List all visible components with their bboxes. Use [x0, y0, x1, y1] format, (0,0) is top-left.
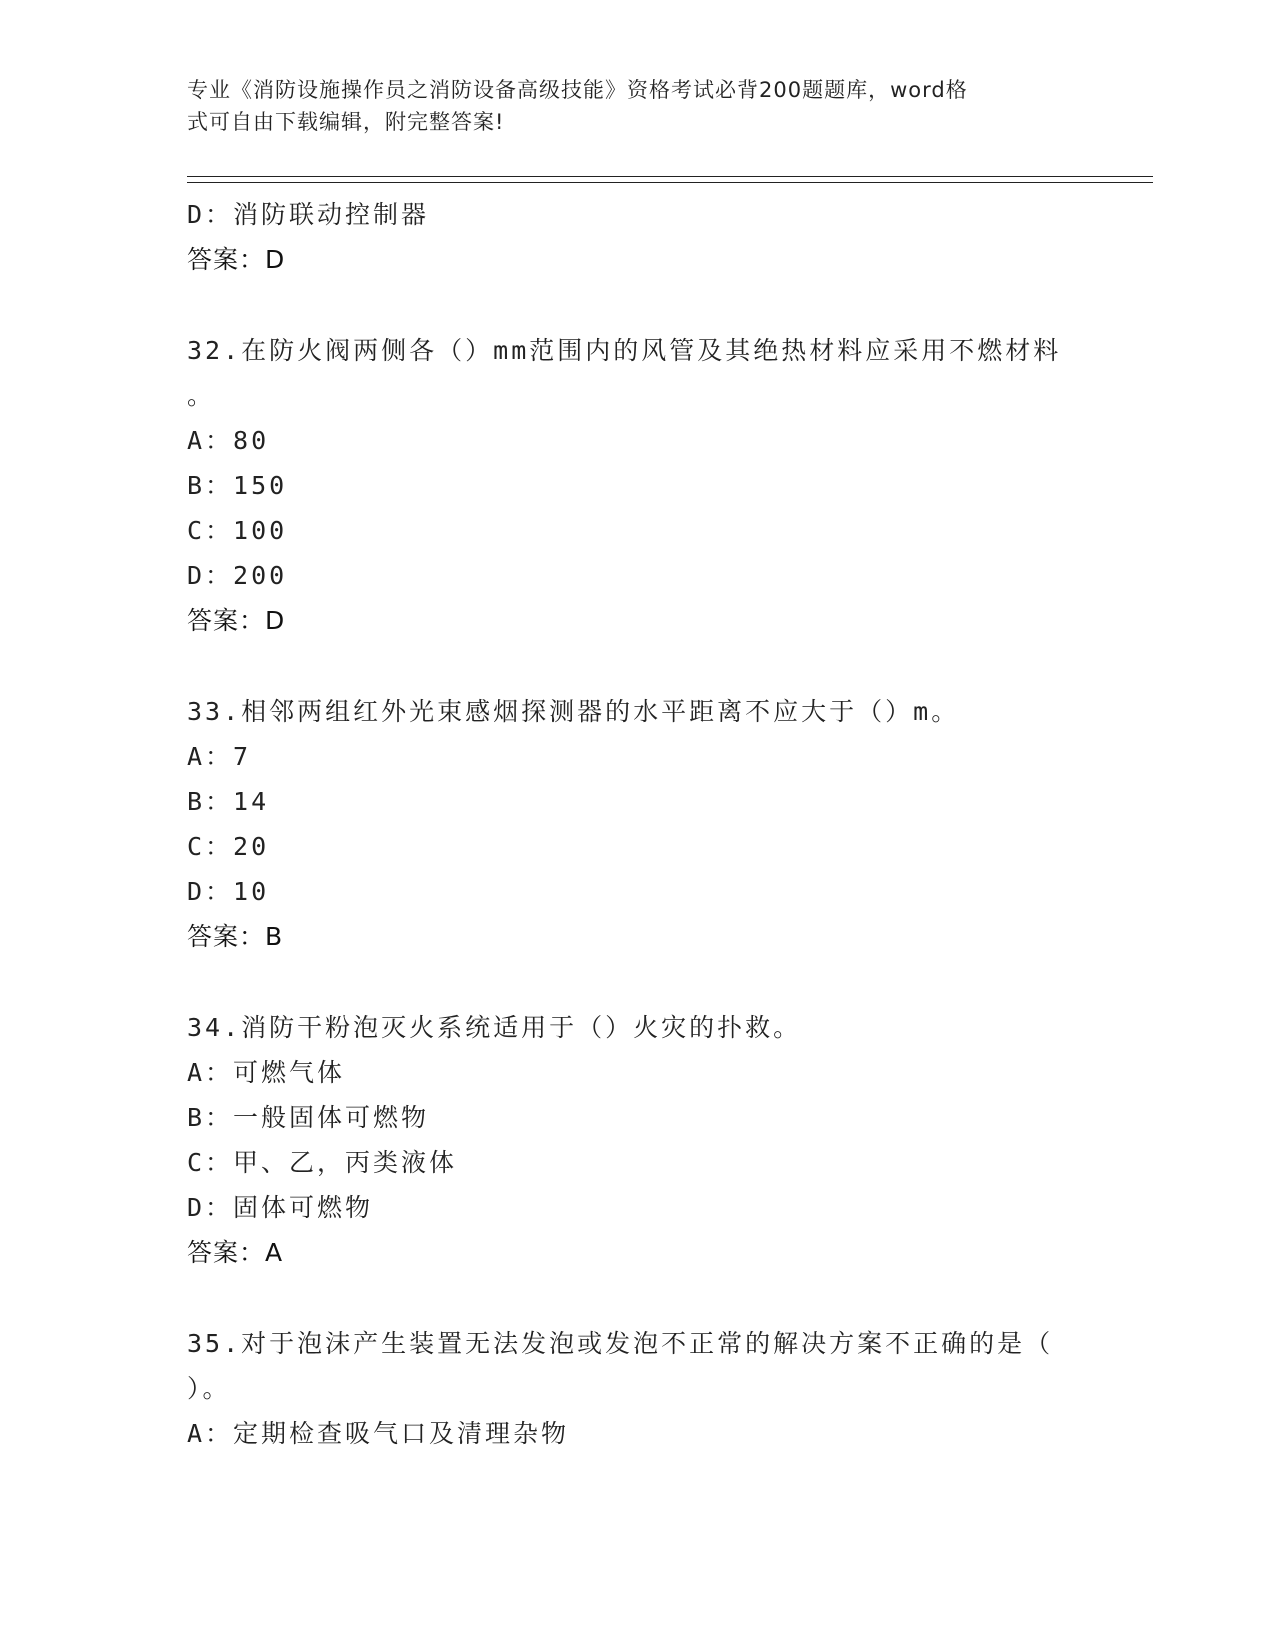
question-list — [187, 192, 1087, 1456]
question-text: 33.相邻两组红外光束感烟探测器的水平距离不应大于（）m。 — [187, 697, 960, 726]
option-a: A：可燃气体 — [187, 1058, 346, 1087]
document-header — [187, 74, 1067, 138]
option-a: A：7 — [187, 742, 252, 771]
option-c: C：100 — [187, 516, 288, 545]
option-a: A：定期检查吸气口及清理杂物 — [187, 1419, 570, 1448]
question-32 — [187, 328, 1087, 643]
answer: 答案：D — [187, 606, 286, 635]
option-b: B：一般固体可燃物 — [187, 1103, 430, 1132]
question-33 — [187, 689, 1087, 959]
option-a: A：80 — [187, 426, 270, 455]
prev-answer: 答案：D — [187, 245, 286, 274]
header-line-2: 式可自由下载编辑，附完整答案! — [187, 110, 505, 134]
header-rule-bottom — [187, 182, 1153, 183]
answer: 答案：A — [187, 1238, 284, 1267]
header-line-1: 专业《消防设施操作员之消防设备高级技能》资格考试必背200题题库，word格 — [187, 78, 968, 102]
question-text: 32.在防火阀两侧各（）mm范围内的风管及其绝热材料应采用不燃材料 — [187, 336, 1062, 365]
option-c: C：甲、乙，丙类液体 — [187, 1148, 458, 1177]
answer: 答案：B — [187, 922, 284, 951]
question-35 — [187, 1321, 1087, 1456]
option-d: D：200 — [187, 561, 288, 590]
header-rule-top — [187, 176, 1153, 177]
question-text-cont: ）。 — [187, 1374, 231, 1403]
option-c: C：20 — [187, 832, 270, 861]
question-34 — [187, 1005, 1087, 1275]
option-b: B：14 — [187, 787, 270, 816]
question-text: 35.对于泡沫产生装置无法发泡或发泡不正常的解决方案不正确的是（ — [187, 1329, 1054, 1358]
option-d: D：固体可燃物 — [187, 1193, 374, 1222]
question-text-cont: 。 — [187, 381, 216, 410]
option-d: D：10 — [187, 877, 270, 906]
prev-option-d: D：消防联动控制器 — [187, 200, 430, 229]
question-text: 34.消防干粉泡灭火系统适用于（）火灾的扑救。 — [187, 1013, 802, 1042]
option-b: B：150 — [187, 471, 288, 500]
